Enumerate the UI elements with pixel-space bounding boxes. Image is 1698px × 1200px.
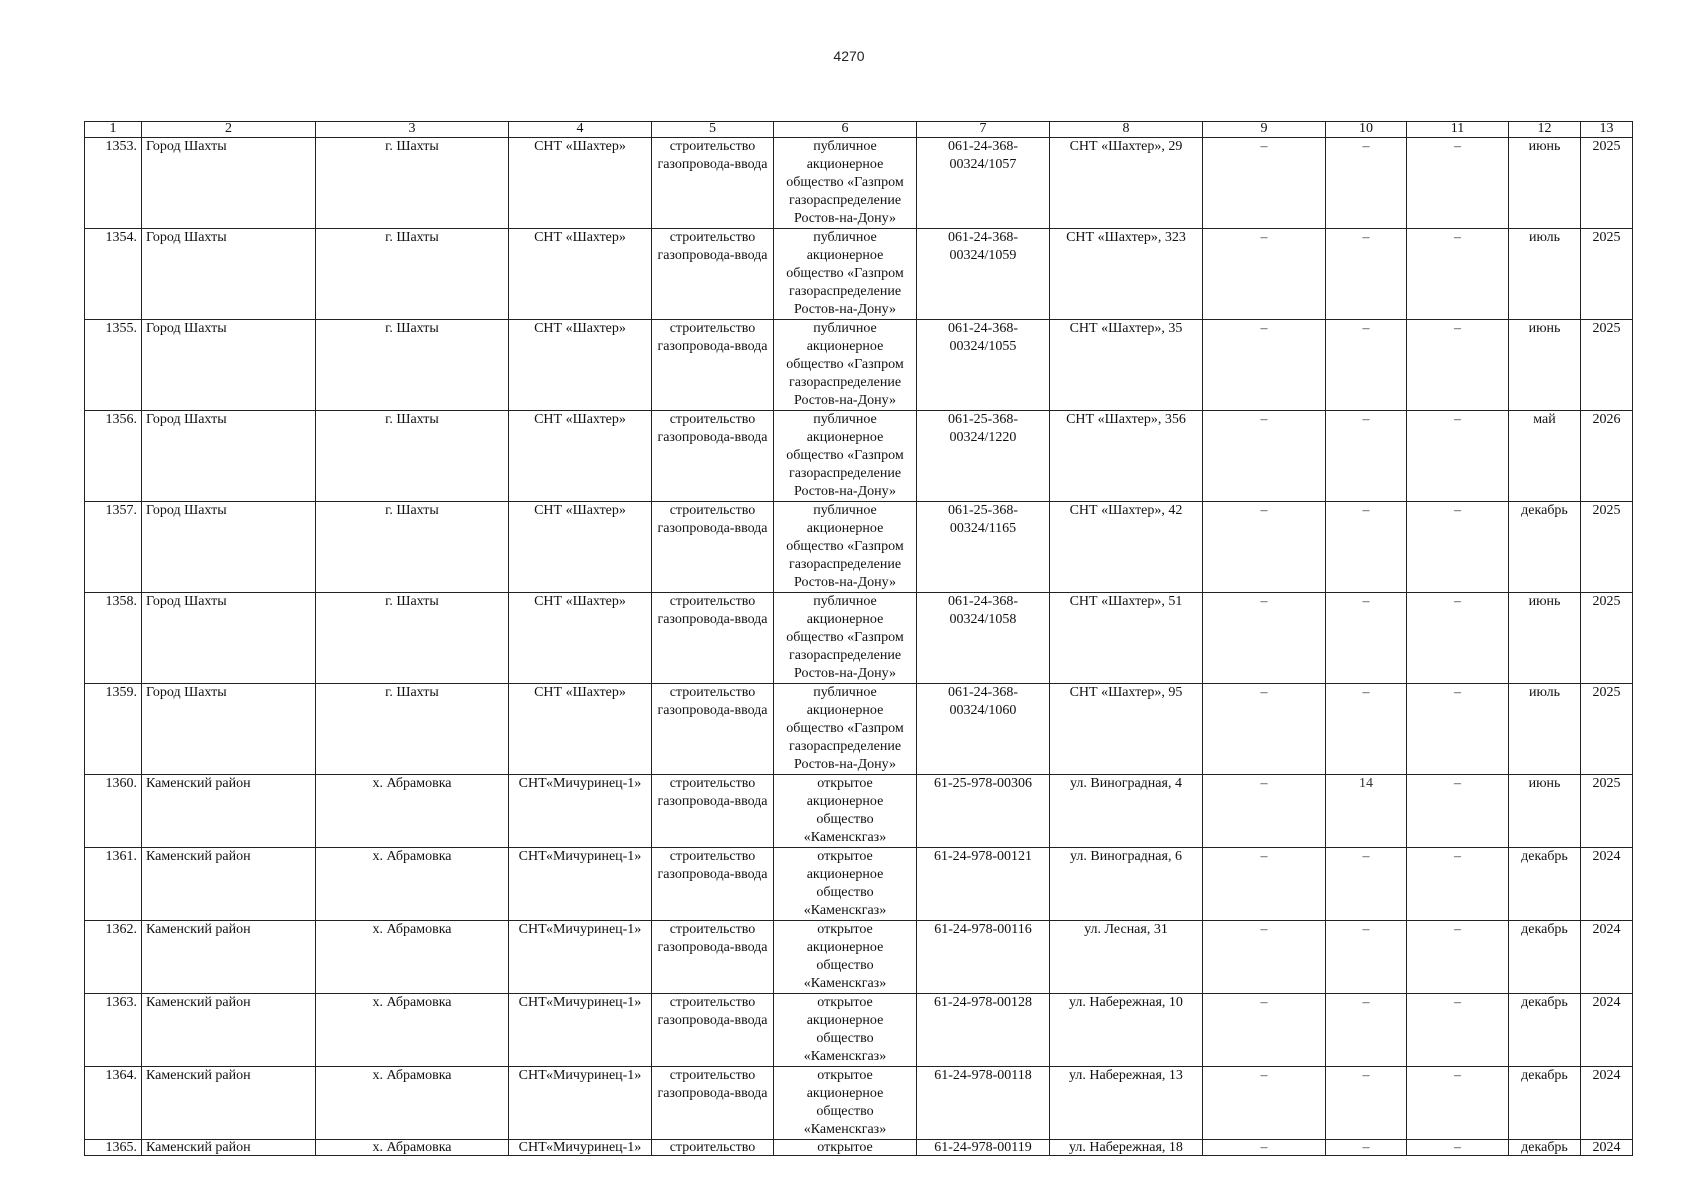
- locality-cell: х. Абрамовка: [316, 994, 509, 1067]
- year-cell: 2025: [1581, 138, 1633, 229]
- work-type-cell: строительство газопровода-ввода: [652, 1067, 774, 1140]
- locality-cell: х. Абрамовка: [316, 1140, 509, 1156]
- address-cell: ул. Виноградная, 6: [1050, 848, 1203, 921]
- work-type-cell: строительство газопровода-ввода: [652, 320, 774, 411]
- organization-cell: открытое акционерное общество «Каменскгаз»: [774, 921, 917, 994]
- year-cell: 2025: [1581, 775, 1633, 848]
- col10-cell: –: [1326, 848, 1407, 921]
- address-cell: ул. Лесная, 31: [1050, 921, 1203, 994]
- col11-cell: –: [1407, 502, 1509, 593]
- month-cell: декабрь: [1509, 848, 1581, 921]
- organization-cell: открытое акционерное общество «Каменскгаз»: [774, 775, 917, 848]
- district-cell: Каменский район: [142, 1140, 316, 1156]
- code-cell: 061-24-368-00324/1060: [917, 684, 1050, 775]
- month-cell: декабрь: [1509, 994, 1581, 1067]
- col10-cell: –: [1326, 994, 1407, 1067]
- month-cell: декабрь: [1509, 502, 1581, 593]
- row-number: 1359.: [85, 684, 142, 775]
- column-header: 9: [1203, 122, 1326, 138]
- col9-cell: –: [1203, 775, 1326, 848]
- col10-cell: –: [1326, 921, 1407, 994]
- col11-cell: –: [1407, 1067, 1509, 1140]
- col9-cell: –: [1203, 848, 1326, 921]
- address-cell: СНТ «Шахтер», 29: [1050, 138, 1203, 229]
- column-header: 8: [1050, 122, 1203, 138]
- year-cell: 2025: [1581, 229, 1633, 320]
- snt-cell: СНТ «Шахтер»: [509, 502, 652, 593]
- month-cell: декабрь: [1509, 1067, 1581, 1140]
- table-header: [85, 122, 1633, 138]
- organization-cell: публичное акционерное общество «Газпром газораспределение Ростов-на-Дону»: [774, 502, 917, 593]
- work-type-cell: строительство газопровода-ввода: [652, 502, 774, 593]
- month-cell: декабрь: [1509, 921, 1581, 994]
- snt-cell: СНТ «Шахтер»: [509, 593, 652, 684]
- address-cell: СНТ «Шахтер», 35: [1050, 320, 1203, 411]
- month-cell: июнь: [1509, 775, 1581, 848]
- organization-cell: публичное акционерное общество «Газпром газораспределение Ростов-на-Дону»: [774, 138, 917, 229]
- row-number: 1365.: [85, 1140, 142, 1156]
- snt-cell: СНТ«Мичуринец-1»: [509, 1067, 652, 1140]
- row-number: 1353.: [85, 138, 142, 229]
- year-cell: 2024: [1581, 994, 1633, 1067]
- col9-cell: –: [1203, 1067, 1326, 1140]
- col9-cell: –: [1203, 138, 1326, 229]
- month-cell: июнь: [1509, 593, 1581, 684]
- district-cell: Город Шахты: [142, 138, 316, 229]
- column-header: 4: [509, 122, 652, 138]
- col11-cell: –: [1407, 593, 1509, 684]
- code-cell: 061-25-368-00324/1165: [917, 502, 1050, 593]
- column-number-row: [85, 122, 1633, 138]
- locality-cell: х. Абрамовка: [316, 848, 509, 921]
- locality-cell: х. Абрамовка: [316, 775, 509, 848]
- col9-cell: –: [1203, 1140, 1326, 1156]
- code-cell: 61-24-978-00121: [917, 848, 1050, 921]
- col10-cell: –: [1326, 320, 1407, 411]
- col11-cell: –: [1407, 684, 1509, 775]
- year-cell: 2024: [1581, 848, 1633, 921]
- organization-cell: открытое акционерное общество «Каменскгаз»: [774, 1067, 917, 1140]
- address-cell: СНТ «Шахтер», 95: [1050, 684, 1203, 775]
- snt-cell: СНТ «Шахтер»: [509, 229, 652, 320]
- organization-cell: публичное акционерное общество «Газпром газораспределение Ростов-на-Дону»: [774, 684, 917, 775]
- col10-cell: –: [1326, 411, 1407, 502]
- work-type-cell: строительство газопровода-ввода: [652, 994, 774, 1067]
- snt-cell: СНТ «Шахтер»: [509, 684, 652, 775]
- row-number: 1361.: [85, 848, 142, 921]
- address-cell: ул. Набережная, 13: [1050, 1067, 1203, 1140]
- row-number: 1362.: [85, 921, 142, 994]
- col11-cell: –: [1407, 138, 1509, 229]
- organization-cell: открытое: [774, 1140, 917, 1156]
- col10-cell: –: [1326, 502, 1407, 593]
- work-type-cell: строительство газопровода-ввода: [652, 848, 774, 921]
- month-cell: июнь: [1509, 320, 1581, 411]
- work-type-cell: строительство газопровода-ввода: [652, 411, 774, 502]
- table-row: [85, 138, 1633, 229]
- column-header: 2: [142, 122, 316, 138]
- locality-cell: г. Шахты: [316, 502, 509, 593]
- table-row: [85, 1140, 1633, 1156]
- col11-cell: –: [1407, 921, 1509, 994]
- organization-cell: публичное акционерное общество «Газпром газораспределение Ростов-на-Дону»: [774, 229, 917, 320]
- row-number: 1357.: [85, 502, 142, 593]
- col10-cell: –: [1326, 684, 1407, 775]
- table-row: [85, 921, 1633, 994]
- table-row: [85, 320, 1633, 411]
- work-type-cell: строительство газопровода-ввода: [652, 229, 774, 320]
- code-cell: 061-25-368-00324/1220: [917, 411, 1050, 502]
- code-cell: 61-24-978-00118: [917, 1067, 1050, 1140]
- organization-cell: публичное акционерное общество «Газпром газораспределение Ростов-на-Дону»: [774, 593, 917, 684]
- col10-cell: –: [1326, 138, 1407, 229]
- snt-cell: СНТ«Мичуринец-1»: [509, 775, 652, 848]
- code-cell: 61-24-978-00128: [917, 994, 1050, 1067]
- row-number: 1363.: [85, 994, 142, 1067]
- code-cell: 061-24-368-00324/1059: [917, 229, 1050, 320]
- col10-cell: 14: [1326, 775, 1407, 848]
- work-type-cell: строительство газопровода-ввода: [652, 775, 774, 848]
- code-cell: 061-24-368-00324/1055: [917, 320, 1050, 411]
- column-header: 5: [652, 122, 774, 138]
- year-cell: 2025: [1581, 320, 1633, 411]
- year-cell: 2024: [1581, 1067, 1633, 1140]
- table-row: [85, 593, 1633, 684]
- district-cell: Город Шахты: [142, 684, 316, 775]
- col11-cell: –: [1407, 994, 1509, 1067]
- address-cell: СНТ «Шахтер», 51: [1050, 593, 1203, 684]
- col9-cell: –: [1203, 229, 1326, 320]
- table-row: [85, 848, 1633, 921]
- district-cell: Каменский район: [142, 994, 316, 1067]
- col9-cell: –: [1203, 411, 1326, 502]
- organization-cell: публичное акционерное общество «Газпром газораспределение Ростов-на-Дону»: [774, 411, 917, 502]
- locality-cell: г. Шахты: [316, 138, 509, 229]
- row-number: 1356.: [85, 411, 142, 502]
- locality-cell: г. Шахты: [316, 684, 509, 775]
- year-cell: 2026: [1581, 411, 1633, 502]
- work-type-cell: строительство газопровода-ввода: [652, 593, 774, 684]
- address-cell: ул. Набережная, 18: [1050, 1140, 1203, 1156]
- work-type-cell: строительство: [652, 1140, 774, 1156]
- registry-table: [84, 121, 1633, 1156]
- locality-cell: г. Шахты: [316, 593, 509, 684]
- district-cell: Каменский район: [142, 1067, 316, 1140]
- district-cell: Каменский район: [142, 848, 316, 921]
- table-row: [85, 411, 1633, 502]
- column-header: 13: [1581, 122, 1633, 138]
- year-cell: 2025: [1581, 502, 1633, 593]
- column-header: 11: [1407, 122, 1509, 138]
- row-number: 1364.: [85, 1067, 142, 1140]
- locality-cell: г. Шахты: [316, 229, 509, 320]
- col9-cell: –: [1203, 593, 1326, 684]
- column-header: 10: [1326, 122, 1407, 138]
- district-cell: Каменский район: [142, 921, 316, 994]
- locality-cell: г. Шахты: [316, 320, 509, 411]
- year-cell: 2025: [1581, 593, 1633, 684]
- year-cell: 2024: [1581, 921, 1633, 994]
- table-row: [85, 994, 1633, 1067]
- address-cell: ул. Виноградная, 4: [1050, 775, 1203, 848]
- col11-cell: –: [1407, 1140, 1509, 1156]
- work-type-cell: строительство газопровода-ввода: [652, 138, 774, 229]
- district-cell: Каменский район: [142, 775, 316, 848]
- table-row: [85, 684, 1633, 775]
- locality-cell: х. Абрамовка: [316, 1067, 509, 1140]
- month-cell: июль: [1509, 684, 1581, 775]
- month-cell: декабрь: [1509, 1140, 1581, 1156]
- district-cell: Город Шахты: [142, 320, 316, 411]
- code-cell: 061-24-368-00324/1058: [917, 593, 1050, 684]
- organization-cell: открытое акционерное общество «Каменскгаз»: [774, 848, 917, 921]
- table-row: [85, 502, 1633, 593]
- col11-cell: –: [1407, 411, 1509, 502]
- row-number: 1360.: [85, 775, 142, 848]
- row-number: 1358.: [85, 593, 142, 684]
- table-row: [85, 229, 1633, 320]
- col11-cell: –: [1407, 320, 1509, 411]
- month-cell: июнь: [1509, 138, 1581, 229]
- district-cell: Город Шахты: [142, 229, 316, 320]
- organization-cell: публичное акционерное общество «Газпром газораспределение Ростов-на-Дону»: [774, 320, 917, 411]
- row-number: 1355.: [85, 320, 142, 411]
- table-row: [85, 1067, 1633, 1140]
- locality-cell: х. Абрамовка: [316, 921, 509, 994]
- col11-cell: –: [1407, 848, 1509, 921]
- table-body: [85, 138, 1633, 1156]
- table-row: [85, 775, 1633, 848]
- year-cell: 2025: [1581, 684, 1633, 775]
- code-cell: 61-24-978-00116: [917, 921, 1050, 994]
- district-cell: Город Шахты: [142, 411, 316, 502]
- snt-cell: СНТ «Шахтер»: [509, 320, 652, 411]
- code-cell: 061-24-368-00324/1057: [917, 138, 1050, 229]
- page-number: 4270: [833, 48, 865, 64]
- snt-cell: СНТ«Мичуринец-1»: [509, 994, 652, 1067]
- snt-cell: СНТ«Мичуринец-1»: [509, 921, 652, 994]
- year-cell: 2024: [1581, 1140, 1633, 1156]
- address-cell: СНТ «Шахтер», 323: [1050, 229, 1203, 320]
- col9-cell: –: [1203, 921, 1326, 994]
- organization-cell: открытое акционерное общество «Каменскгаз»: [774, 994, 917, 1067]
- snt-cell: СНТ «Шахтер»: [509, 411, 652, 502]
- month-cell: май: [1509, 411, 1581, 502]
- work-type-cell: строительство газопровода-ввода: [652, 684, 774, 775]
- col9-cell: –: [1203, 994, 1326, 1067]
- row-number: 1354.: [85, 229, 142, 320]
- col9-cell: –: [1203, 684, 1326, 775]
- district-cell: Город Шахты: [142, 593, 316, 684]
- col10-cell: –: [1326, 593, 1407, 684]
- column-header: 1: [85, 122, 142, 138]
- col10-cell: –: [1326, 229, 1407, 320]
- locality-cell: г. Шахты: [316, 411, 509, 502]
- col10-cell: –: [1326, 1140, 1407, 1156]
- column-header: 6: [774, 122, 917, 138]
- column-header: 7: [917, 122, 1050, 138]
- month-cell: июль: [1509, 229, 1581, 320]
- address-cell: СНТ «Шахтер», 356: [1050, 411, 1203, 502]
- district-cell: Город Шахты: [142, 502, 316, 593]
- address-cell: ул. Набережная, 10: [1050, 994, 1203, 1067]
- col9-cell: –: [1203, 502, 1326, 593]
- col10-cell: –: [1326, 1067, 1407, 1140]
- address-cell: СНТ «Шахтер», 42: [1050, 502, 1203, 593]
- col9-cell: –: [1203, 320, 1326, 411]
- snt-cell: СНТ«Мичуринец-1»: [509, 1140, 652, 1156]
- col11-cell: –: [1407, 775, 1509, 848]
- column-header: 12: [1509, 122, 1581, 138]
- code-cell: 61-24-978-00119: [917, 1140, 1050, 1156]
- snt-cell: СНТ «Шахтер»: [509, 138, 652, 229]
- snt-cell: СНТ«Мичуринец-1»: [509, 848, 652, 921]
- column-header: 3: [316, 122, 509, 138]
- work-type-cell: строительство газопровода-ввода: [652, 921, 774, 994]
- code-cell: 61-25-978-00306: [917, 775, 1050, 848]
- col11-cell: –: [1407, 229, 1509, 320]
